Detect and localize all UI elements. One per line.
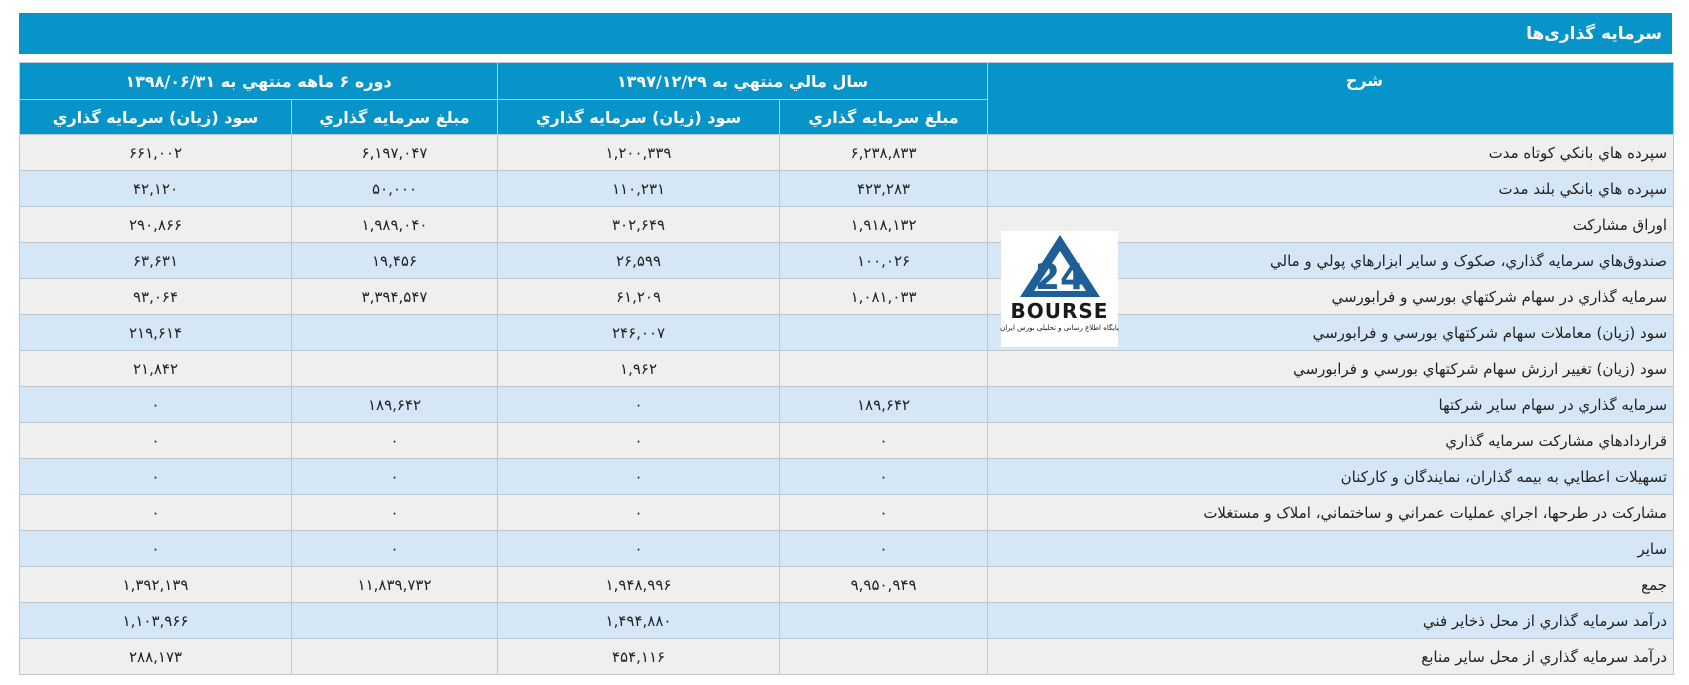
period1-profit-cell: ۱,۴۹۴,۸۸۰: [498, 603, 780, 639]
period2-profit-cell: ۶۳,۶۳۱: [20, 243, 292, 279]
period2-profit-cell: ۲۹۰,۸۶۶: [20, 207, 292, 243]
period1-profit-cell: ۲۴۶,۰۰۷: [498, 315, 780, 351]
table-row: [20, 531, 1674, 567]
period1-amount-header: مبلغ سرمايه گذاري: [780, 100, 988, 135]
row-label: سپرده هاي بانکي کوتاه مدت: [988, 135, 1674, 171]
period1-profit-cell: ۰: [498, 459, 780, 495]
period2-profit-cell: ۱,۳۹۲,۱۳۹: [20, 567, 292, 603]
svg-text:24: 24: [1034, 257, 1085, 298]
period2-amount-cell: ۰: [292, 531, 498, 567]
period1-amount-cell: ۰: [780, 423, 988, 459]
row-label: صندوق‌هاي سرمايه گذاري، صکوک و ساير ابزارهاي پولي و مالي: [988, 243, 1674, 279]
row-label: ساير: [988, 531, 1674, 567]
period1-amount-cell: [780, 351, 988, 387]
table-row: [20, 639, 1674, 675]
period1-profit-cell: ۰: [498, 531, 780, 567]
period2-amount-cell: ۰: [292, 495, 498, 531]
investments-table: [19, 62, 1674, 675]
row-label: مشارکت در طرحها، اجراي عمليات عمراني و ساختماني، املاک و مستغلات: [988, 495, 1674, 531]
row-label: سود (زيان) تغيير ارزش سهام شرکتهاي بورسي و فرابورسي: [988, 351, 1674, 387]
table-row: [20, 315, 1674, 351]
section-title: سرمایه گذاری‌ها: [19, 13, 1672, 54]
period1-profit-cell: ۱۱۰,۲۳۱: [498, 171, 780, 207]
period2-profit-cell: ۹۳,۰۶۴: [20, 279, 292, 315]
row-label: جمع: [988, 567, 1674, 603]
period2-profit-cell: ۱,۱۰۳,۹۶۶: [20, 603, 292, 639]
period1-amount-cell: ۱۰۰,۰۲۶: [780, 243, 988, 279]
period1-profit-cell: ۰: [498, 423, 780, 459]
table-body: [20, 135, 1674, 675]
row-label: درآمد سرمايه گذاري از محل ساير منابع: [988, 639, 1674, 675]
period1-amount-cell: [780, 639, 988, 675]
period2-amount-cell: ۰: [292, 459, 498, 495]
period2-amount-header: مبلغ سرمايه گذاري: [292, 100, 498, 135]
period2-amount-cell: ۵۰,۰۰۰: [292, 171, 498, 207]
period1-amount-cell: ۰: [780, 495, 988, 531]
period2-profit-cell: ۰: [20, 459, 292, 495]
period1-header: سال مالي منتهي به ۱۳۹۷/۱۲/۲۹: [498, 63, 988, 100]
period1-amount-cell: ۴۲۳,۲۸۳: [780, 171, 988, 207]
period1-amount-cell: ۱,۹۱۸,۱۳۲: [780, 207, 988, 243]
period1-amount-cell: ۱,۰۸۱,۰۳۳: [780, 279, 988, 315]
period2-amount-cell: ۶,۱۹۷,۰۴۷: [292, 135, 498, 171]
period2-amount-cell: ۱۹,۴۵۶: [292, 243, 498, 279]
period2-amount-cell: [292, 603, 498, 639]
period2-amount-cell: ۳,۳۹۴,۵۴۷: [292, 279, 498, 315]
row-label: اوراق مشارکت: [988, 207, 1674, 243]
period1-profit-header: سود (زيان) سرمايه گذاري: [498, 100, 780, 135]
period1-amount-cell: ۶,۲۳۸,۸۳۳: [780, 135, 988, 171]
period2-amount-cell: ۱,۹۸۹,۰۴۰: [292, 207, 498, 243]
period1-profit-cell: ۰: [498, 387, 780, 423]
period1-amount-cell: [780, 603, 988, 639]
description-header: شرح: [988, 63, 1674, 135]
bourse-logo-icon: [1016, 231, 1104, 301]
period1-profit-cell: ۴۵۴,۱۱۶: [498, 639, 780, 675]
table-row: [20, 243, 1674, 279]
period2-profit-cell: ۰: [20, 531, 292, 567]
period2-profit-cell: ۰: [20, 423, 292, 459]
period2-profit-cell: ۲۱,۸۴۲: [20, 351, 292, 387]
table-row: [20, 603, 1674, 639]
period2-profit-cell: ۰: [20, 387, 292, 423]
period2-amount-cell: ۱۸۹,۶۴۲: [292, 387, 498, 423]
period2-profit-cell: ۶۶۱,۰۰۲: [20, 135, 292, 171]
table-row: [20, 423, 1674, 459]
period1-profit-cell: ۳۰۲,۶۴۹: [498, 207, 780, 243]
period2-amount-cell: ۰: [292, 423, 498, 459]
period1-profit-cell: ۶۱,۲۰۹: [498, 279, 780, 315]
table-row: [20, 351, 1674, 387]
table-row: [20, 207, 1674, 243]
period1-amount-cell: [780, 315, 988, 351]
period2-amount-cell: [292, 315, 498, 351]
period1-profit-cell: ۱,۲۰۰,۳۳۹: [498, 135, 780, 171]
row-label: سرمايه گذاري در سهام شرکتهاي بورسي و فرابورسي: [988, 279, 1674, 315]
period1-amount-cell: ۰: [780, 531, 988, 567]
row-label: سود (زيان) معاملات سهام شرکتهاي بورسي و فرابورسي: [988, 315, 1674, 351]
table-row: [20, 567, 1674, 603]
table-row: [20, 135, 1674, 171]
logo-word: BOURSE: [1010, 299, 1109, 323]
period2-profit-cell: ۰: [20, 495, 292, 531]
period2-header: دوره ۶ ماهه منتهي به ۱۳۹۸/۰۶/۳۱: [20, 63, 498, 100]
row-label: سرمايه گذاري در سهام ساير شرکتها: [988, 387, 1674, 423]
table-row: [20, 387, 1674, 423]
period1-profit-cell: ۱,۹۶۲: [498, 351, 780, 387]
row-label: سپرده هاي بانکي بلند مدت: [988, 171, 1674, 207]
bourse-logo: [1001, 231, 1118, 347]
logo-tagline: پایگاه اطلاع رسانی و تحلیلی بورس ایران: [1000, 324, 1119, 332]
row-label: درآمد سرمايه گذاري از محل ذخاير فني: [988, 603, 1674, 639]
period2-amount-cell: [292, 639, 498, 675]
row-label: قراردادهاي مشارکت سرمايه گذاري: [988, 423, 1674, 459]
row-label: تسهيلات اعطايي به بيمه گذاران، نمايندگان و کارکنان: [988, 459, 1674, 495]
period2-profit-cell: ۴۲,۱۲۰: [20, 171, 292, 207]
table-row: [20, 279, 1674, 315]
table-row: [20, 171, 1674, 207]
period1-profit-cell: ۰: [498, 495, 780, 531]
period2-profit-header: سود (زيان) سرمايه گذاري: [20, 100, 292, 135]
table-row: [20, 459, 1674, 495]
period1-amount-cell: ۹,۹۵۰,۹۴۹: [780, 567, 988, 603]
period2-amount-cell: ۱۱,۸۳۹,۷۳۲: [292, 567, 498, 603]
period1-amount-cell: ۱۸۹,۶۴۲: [780, 387, 988, 423]
period2-profit-cell: ۲۸۸,۱۷۳: [20, 639, 292, 675]
period1-amount-cell: ۰: [780, 459, 988, 495]
period2-profit-cell: ۲۱۹,۶۱۴: [20, 315, 292, 351]
period2-amount-cell: [292, 351, 498, 387]
period1-profit-cell: ۱,۹۴۸,۹۹۶: [498, 567, 780, 603]
table-row: [20, 495, 1674, 531]
period1-profit-cell: ۲۶,۵۹۹: [498, 243, 780, 279]
